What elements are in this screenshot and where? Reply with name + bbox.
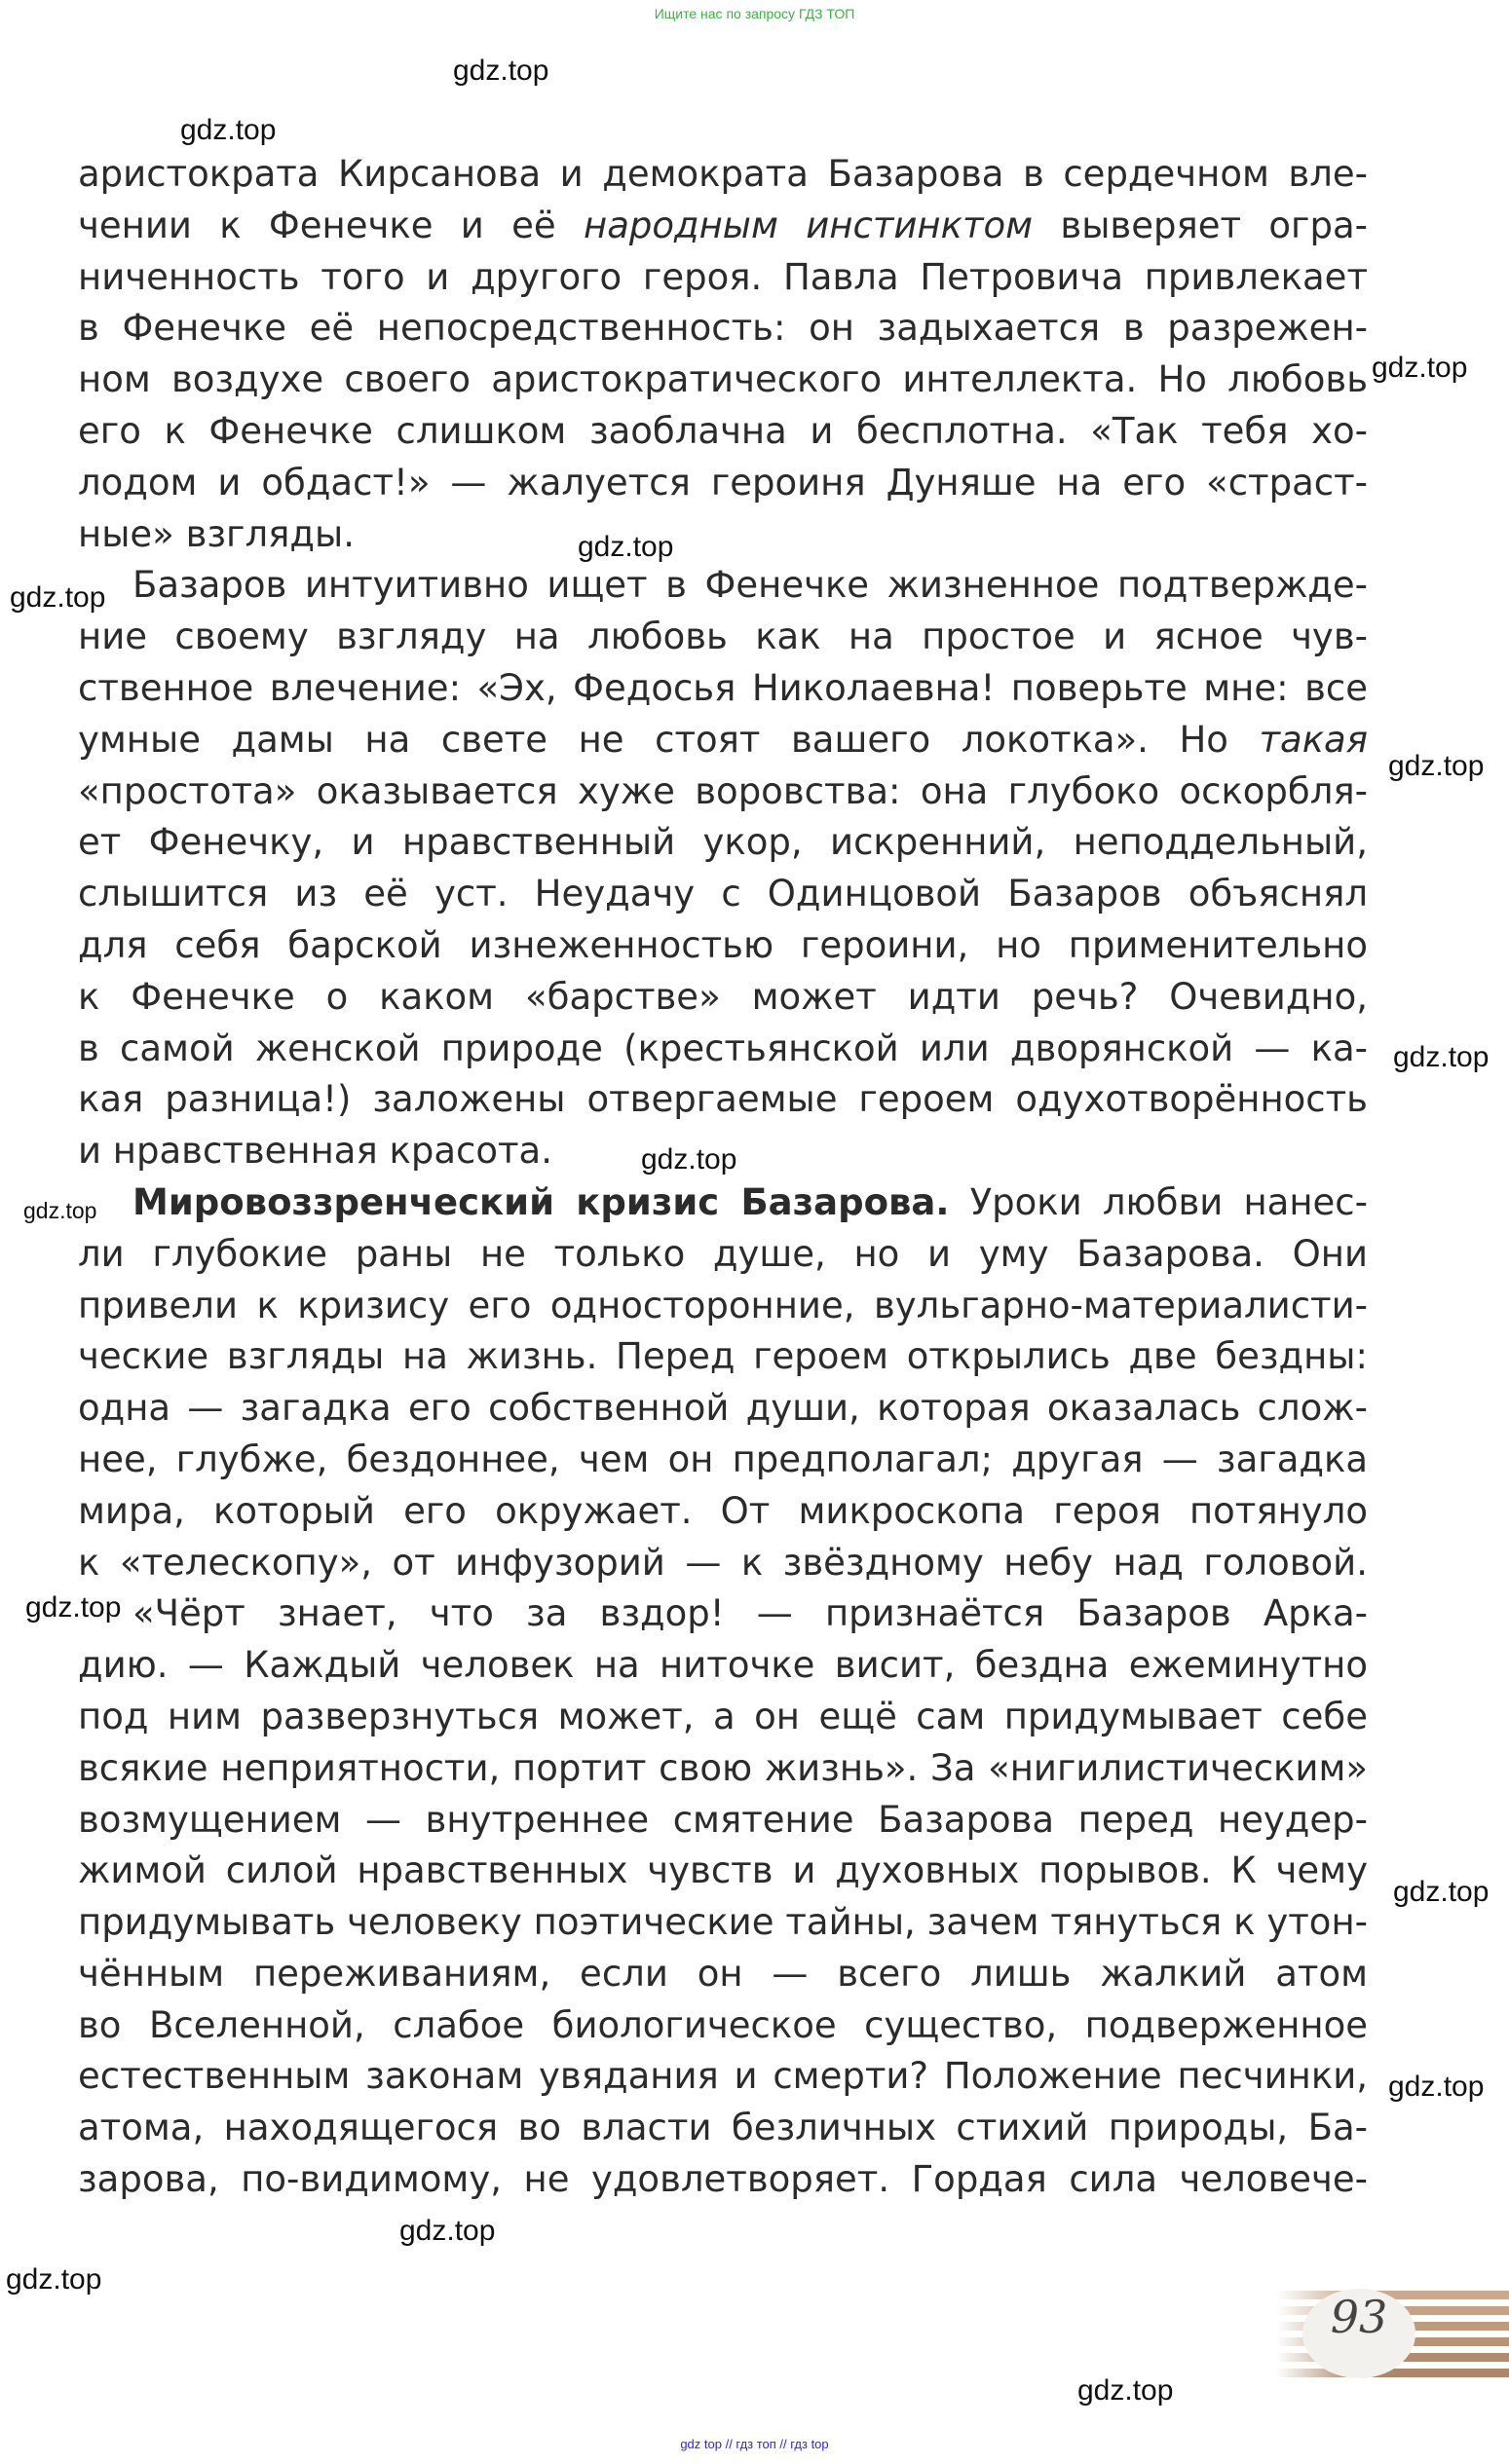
text-line: ет Фенечку, и нравственный укор, искренний, неподдельный, — [78, 821, 1368, 864]
text-line: естественным законам увядания и смерти? Положение песчинки, — [78, 2055, 1368, 2098]
text-line: слышится из её уст. Неудачу с Одинцовой Базаров объяснял — [78, 873, 1368, 915]
watermark: gdz.top — [1077, 2374, 1174, 2407]
text-line: возмущением — внутреннее смятение Базарова перед неудер- — [78, 1798, 1368, 1841]
text-line: чении к Фенечке и её народным инстинктом выверяет огра- — [78, 204, 1368, 246]
text-line: аристократа Кирсанова и демократа Базарова в сердечном вле- — [78, 153, 1368, 195]
text-line: ческие взгляды на жизнь. Перед героем открылись две бездны: — [78, 1335, 1368, 1378]
text-line: придумывать человеку поэтические тайны, зачем тянуться к утон- — [78, 1901, 1368, 1944]
text-line: ли глубокие раны не только душе, но и уму Базарова. Они — [78, 1232, 1368, 1275]
text-line: всякие неприятности, портит свою жизнь». За «нигилистическим» — [78, 1746, 1368, 1789]
page-text — [78, 149, 1368, 2206]
text-line: ние своему взгляду на любовь как на простое и ясное чув- — [78, 616, 1368, 658]
watermark: gdz.top — [1393, 1876, 1490, 1908]
text-line: ном воздухе своего аристократического интеллекта. Но любовь — [78, 358, 1368, 401]
watermark: gdz.top — [1388, 750, 1485, 782]
watermark: gdz.top — [23, 1198, 97, 1223]
text-line: дию. — Каждый человек на ниточке висит, бездна ежеминутно — [78, 1644, 1368, 1687]
text-line: во Вселенной, слабое биологическое существо, подверженное — [78, 2003, 1368, 2046]
text-line: жимой силой нравственных чувств и духовных порывов. К чему — [78, 1849, 1368, 1892]
text-line: умные дамы на свете не стоят вашего локотка». Но такая — [78, 718, 1368, 761]
watermark: gdz.top — [578, 531, 674, 563]
watermark: gdz.top — [10, 581, 106, 614]
text-line: в Фенечке её непосредственность: он задыхается в разрежен- — [78, 307, 1368, 350]
page-number: 93 — [1330, 2291, 1388, 2343]
text-line: к Фенечке о каком «барстве» может идти речь? Очевидно, — [78, 975, 1368, 1018]
text-line: для себя барской изнеженностью героини, но применительно — [78, 923, 1368, 966]
watermark: gdz.top — [399, 2215, 496, 2247]
text-line: «простота» оказывается хуже воровства: она глубоко оскорбля- — [78, 769, 1368, 812]
text-line: к «телескопу», от инфузорий — к звёздному небу над головой. — [78, 1541, 1368, 1584]
watermark: gdz.top — [453, 55, 549, 87]
watermark: gdz.top — [180, 114, 277, 146]
text-line: ниченность того и другого героя. Павла Петровича привлекает — [78, 255, 1368, 298]
text-line: его к Фенечке слишком заоблачна и бесплотна. «Так тебя хо- — [78, 409, 1368, 452]
text-line: привели к кризису его односторонние, вульгарно-материалисти- — [78, 1284, 1368, 1326]
text-line: ственное влечение: «Эх, Федосья Николаевна! поверьте мне: все — [78, 666, 1368, 709]
text-line: чённым переживаниям, если он — всего лишь жалкий атом — [78, 1952, 1368, 1995]
watermark: gdz.top — [1388, 2071, 1485, 2103]
text-line: нее, глубже, бездоннее, чем он предполагал; другая — загадка — [78, 1437, 1368, 1480]
text-line: лодом и обдаст!» — жалуется героиня Дуняше на его «страст- — [78, 461, 1368, 504]
text-line: и нравственная красота. — [78, 1130, 552, 1173]
text-line: в самой женской природе (крестьянской или дворянской — ка- — [78, 1027, 1368, 1069]
text-line: атома, находящегося во власти безличных стихий природы, Ба- — [78, 2107, 1368, 2149]
text-line: зарова, по-видимому, не удовлетворяет. Гордая сила человече- — [78, 2158, 1368, 2201]
text-line: мира, который его окружает. От микроскопа героя потянуло — [78, 1489, 1368, 1532]
watermark: gdz.top — [25, 1591, 122, 1624]
watermark: gdz.top — [1393, 1041, 1490, 1073]
watermark: gdz.top — [6, 2263, 102, 2296]
text-line: «Чёрт знает, что за вздор! — признаётся Базаров Арка- — [132, 1592, 1368, 1635]
bottom-note: gdz top // гдз топ // гдз top — [680, 2437, 829, 2451]
text-line: кая разница!) заложены отвергаемые героем одухотворённость — [78, 1078, 1368, 1121]
italic-word: такая — [1259, 718, 1368, 761]
text-line: под ним разверзнуться может, а он ещё сам придумывает себе — [78, 1695, 1368, 1737]
watermark: gdz.top — [1372, 352, 1468, 384]
section-heading: Мировоззренческий кризис Базарова. — [132, 1180, 950, 1223]
text-line: Мировоззренческий кризис Базарова. Уроки любви нанес- — [132, 1180, 1368, 1223]
text-line: ные» взгляды. — [78, 512, 355, 555]
text-line: одна — загадка его собственной души, которая оказалась слож- — [78, 1387, 1368, 1430]
top-search-note: Ищите нас по запросу ГДЗ ТОП — [654, 6, 855, 21]
watermark: gdz.top — [641, 1143, 737, 1176]
italic-phrase: народным инстинктом — [584, 204, 1034, 246]
text-line: Базаров интуитивно ищет в Фенечке жизненное подтвержде- — [132, 564, 1368, 607]
